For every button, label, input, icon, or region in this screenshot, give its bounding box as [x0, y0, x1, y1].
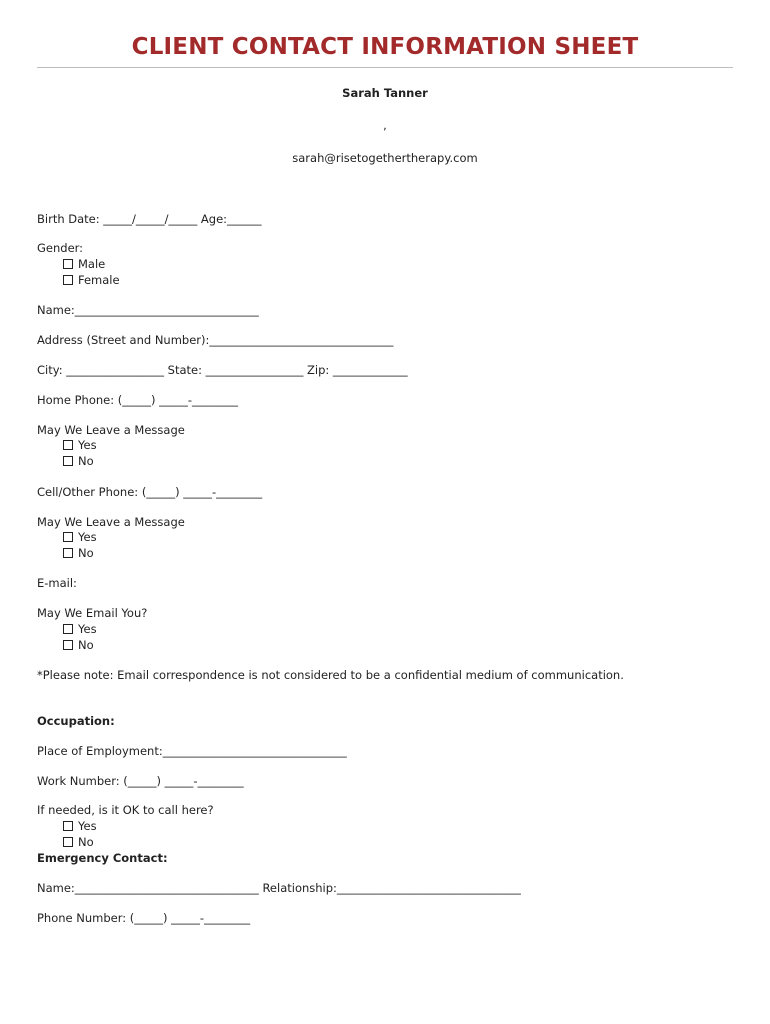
checkbox-icon[interactable] — [63, 440, 73, 450]
emergency-contact-heading: Emergency Contact: — [37, 851, 168, 865]
leave-message-label: May We Leave a Message — [37, 515, 185, 529]
page-title: CLIENT CONTACT INFORMATION SHEET — [131, 34, 639, 60]
option-label: Yes — [78, 819, 97, 833]
option-label: No — [78, 546, 94, 560]
address-field[interactable]: Address (Street and Number):________________________________ — [37, 333, 394, 347]
checkbox-icon[interactable] — [63, 259, 73, 269]
therapist-separator: , — [383, 118, 387, 132]
checkbox-icon[interactable] — [63, 275, 73, 285]
call-work-yes-option[interactable] — [63, 819, 97, 834]
email-no-option[interactable] — [63, 638, 94, 653]
birth-date-field[interactable]: Birth Date: _____/_____/_____ Age:______ — [37, 212, 262, 226]
gender-female-option[interactable] — [63, 273, 120, 288]
city-state-zip-field[interactable]: City: _________________ State: _________________ Zip: _____________ — [37, 363, 408, 377]
may-email-label: May We Email You? — [37, 606, 148, 620]
therapist-email: sarah@risetogethertherapy.com — [292, 151, 478, 165]
checkbox-icon[interactable] — [63, 456, 73, 466]
cell-message-no-option[interactable] — [63, 546, 94, 561]
checkbox-icon[interactable] — [63, 837, 73, 847]
work-number-field[interactable]: Work Number: (_____) _____-________ — [37, 774, 244, 788]
checkbox-icon[interactable] — [63, 532, 73, 542]
checkbox-icon[interactable] — [63, 624, 73, 634]
option-label: No — [78, 835, 94, 849]
emergency-phone-field[interactable]: Phone Number: (_____) _____-________ — [37, 911, 251, 925]
gender-label: Gender: — [37, 241, 84, 255]
home-message-no-option[interactable] — [63, 454, 94, 469]
ok-to-call-label: If needed, is it OK to call here? — [37, 803, 214, 817]
option-label: No — [78, 454, 94, 468]
option-label: Yes — [78, 530, 97, 544]
checkbox-icon[interactable] — [63, 821, 73, 831]
checkbox-icon[interactable] — [63, 548, 73, 558]
occupation-heading: Occupation: — [37, 714, 115, 728]
emergency-name-relationship-field[interactable]: Name:________________________________ Relationship:________________________________ — [37, 881, 521, 895]
home-message-yes-option[interactable] — [63, 438, 97, 453]
employment-field[interactable]: Place of Employment:________________________________ — [37, 744, 347, 758]
option-label: Yes — [78, 438, 97, 452]
email-yes-option[interactable] — [63, 622, 97, 637]
checkbox-icon[interactable] — [63, 640, 73, 650]
cell-phone-field[interactable]: Cell/Other Phone: (_____) _____-________ — [37, 485, 263, 499]
name-field[interactable]: Name:________________________________ — [37, 303, 259, 317]
home-phone-field[interactable]: Home Phone: (_____) _____-________ — [37, 393, 239, 407]
option-label: Female — [78, 273, 120, 287]
gender-male-option[interactable] — [63, 257, 105, 272]
cell-message-yes-option[interactable] — [63, 530, 97, 545]
option-label: Male — [78, 257, 106, 271]
option-label: Yes — [78, 622, 97, 636]
call-work-no-option[interactable] — [63, 835, 94, 850]
therapist-name: Sarah Tanner — [342, 86, 428, 100]
email-confidentiality-note: *Please note: Email correspondence is not considered to be a confidential medium of communication. — [37, 668, 624, 682]
title-divider — [37, 67, 733, 68]
email-field[interactable]: E-mail: — [37, 576, 77, 590]
option-label: No — [78, 638, 94, 652]
leave-message-label: May We Leave a Message — [37, 423, 185, 437]
